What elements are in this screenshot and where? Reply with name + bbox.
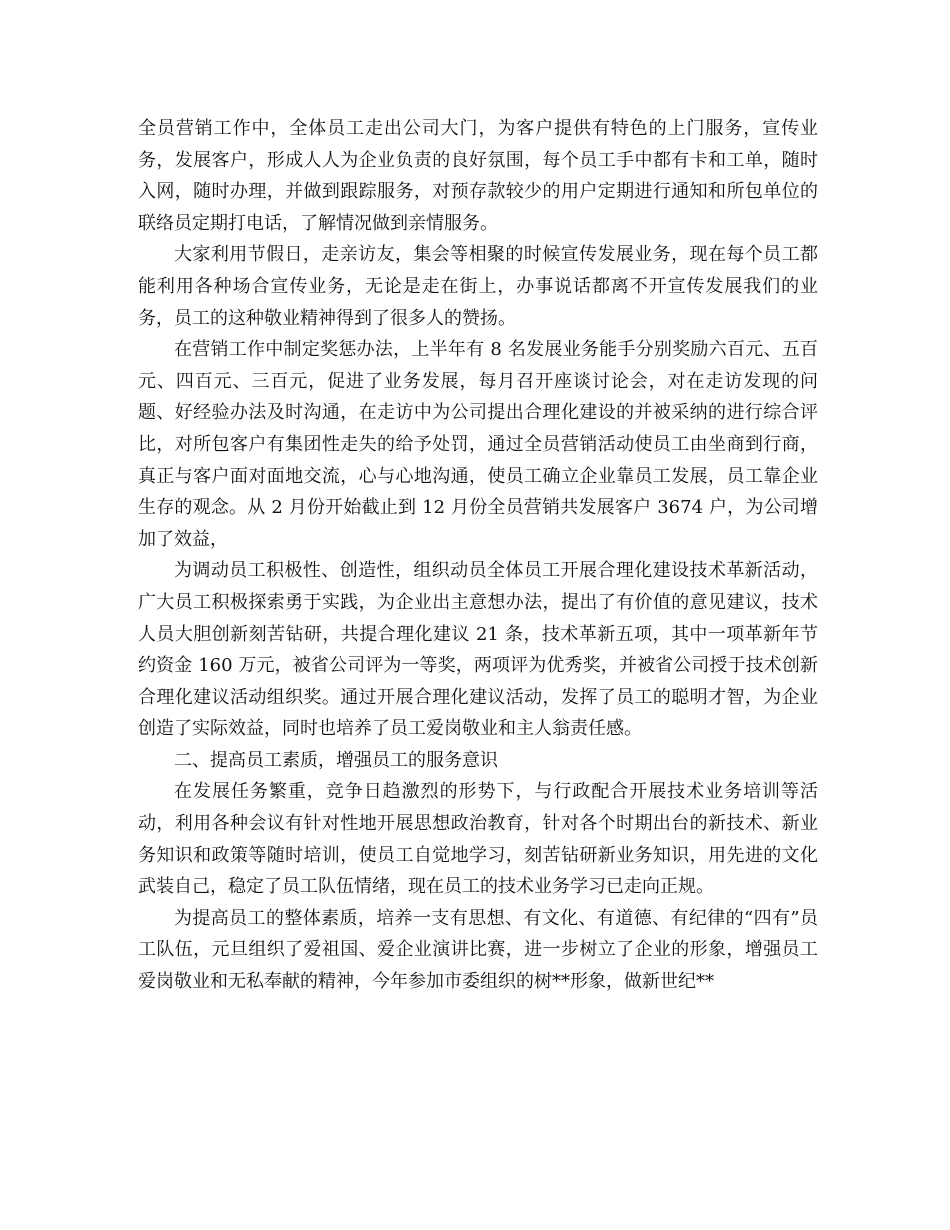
section-heading: 二、提高员工素质，增强员工的服务意识 [174,749,498,771]
paragraph-2: 大家利用节假日，走亲访友，集会等相聚的时候宣传发展业务，现在每个员工都能利用各种场合宣传业务，无论是走在街上，办事说话都离不开宣传发展我们的业务，员工的这种敬业精神得到了很多人的赞扬。 [138,244,818,329]
document-page [138,113,818,998]
paragraph-6: 为提高员工的整体素质，培养一支有思想、有文化、有道德、有纪律的“四有”员工队伍，元旦组织了爱祖国、爱企业演讲比赛，进一步树立了企业的形象，增强员工爱岗敬业和无私奉献的精神，今年参加市委组织的树**形象，做新世纪** [138,907,818,993]
paragraph-5: 在发展任务繁重，竞争日趋激烈的形势下，与行政配合开展技术业务培训等活动，利用各种会议有针对性地开展思想政治教育，针对各个时期出台的新技术、新业务知识和政策等随时培训，使员工自觉地学习，刻苦钻研新业务知识，用先进的文化武装自己，稳定了员工队伍情绪，现在员工的技术业务学习已走向正规。 [138,781,818,898]
paragraph-3: 在营销工作中制定奖惩办法，上半年有 8 名发展业务能手分别奖励六百元、五百元、四百元、三百元，促进了业务发展，每月召开座谈讨论会，对在走访发现的问题、好经验办法及时沟通，在走访中为公司提出合理化建设的并被采纳的进行综合评比，对所包客户有集团性走失的给予处罚，通过全员营销活动使员工由坐商到行商，真正与客户面对面地交流，心与心地沟通，使员工确立企业靠员工发展，员工靠企业生存的观念。从 2 月份开始截止到 12 月份全员营销共发展客户 3674 户，为公司增加了效益， [138,339,818,550]
paragraph-1: 全员营销工作中，全体员工走出公司大门，为客户提供有特色的上门服务，宣传业务，发展客户，形成人人为企业负责的良好氛围，每个员工手中都有卡和工单，随时入网，随时办理，并做到跟踪服务，对预存款较少的用户定期进行通知和所包单位的联络员定期打电话，了解情况做到亲情服务。 [138,118,818,234]
paragraph-4: 为调动员工积极性、创造性，组织动员全体员工开展合理化建设技术革新活动，广大员工积极探索勇于实践，为企业出主意想办法，提出了有价值的意见建议，技术人员大胆创新刻苦钻研，共提合理化建议 21 条，技术革新五项，其中一项革新年节约资金 160 万元，被省公司评为一等奖，两项评为优秀奖，并被省公司授于技术创新合理化建议活动组织奖。通过开展合理化建议活动，发挥了员工的聪明才智，为企业创造了实际效益，同时也培养了员工爱岗敬业和主人翁责任感。 [138,560,818,740]
